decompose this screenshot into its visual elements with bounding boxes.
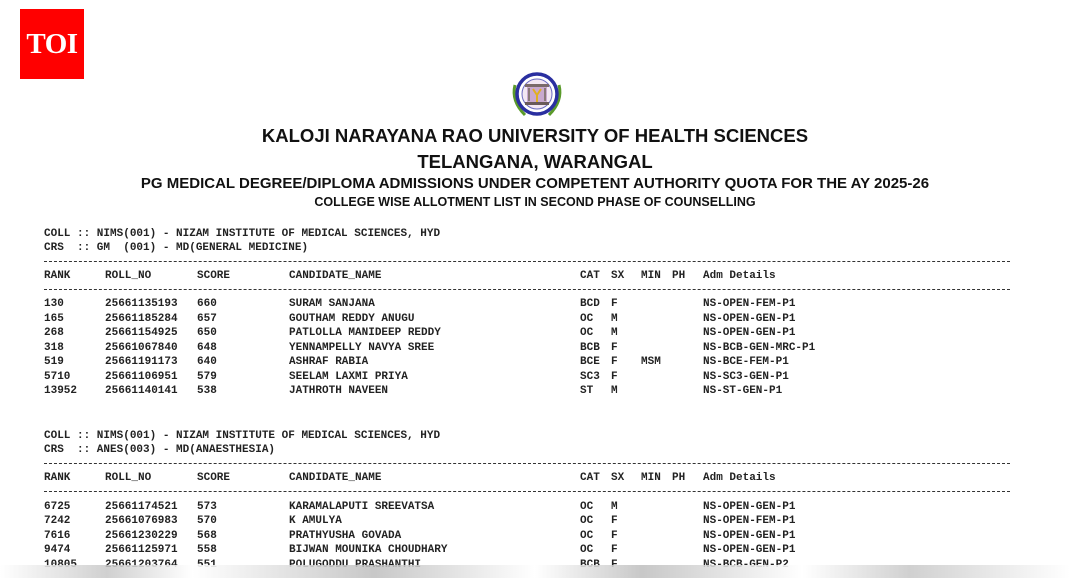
divider [44,289,1010,290]
adm-details: NS-OPEN-GEN-P1 [703,312,796,325]
sex: F [611,529,618,542]
roll-no: 25661140141 [105,385,178,397]
rank: 9474 [44,544,71,556]
adm-details: NS-OPEN-FEM-P1 [703,298,796,310]
roll-no: 25661191173 [105,356,178,368]
toi-logo [20,9,84,79]
category: OC [580,327,594,339]
rank: 7616 [44,529,71,542]
logo-text: TOI [26,27,78,60]
adm-details: NS-OPEN-FEM-P1 [703,515,796,527]
category: BCD [580,298,600,310]
col-score: SCORE [197,472,231,484]
col-candidate-name: CANDIDATE_NAME [289,270,382,282]
category: ST [580,385,594,397]
roll-no: 25661174521 [105,500,178,513]
adm-details: NS-BCB-GEN-MRC-P1 [703,341,816,354]
category: OC [580,500,594,513]
category: OC [580,312,594,325]
col-score: SCORE [197,270,231,282]
score: 570 [197,515,217,527]
rank: 6725 [44,500,71,513]
adm-details: NS-SC3-GEN-P1 [703,370,789,383]
category: OC [580,529,594,542]
sex: F [611,298,618,310]
table-row [0,312,1070,327]
score: 640 [197,356,217,368]
table-row [0,297,1070,312]
adm-details: NS-ST-GEN-P1 [703,385,783,397]
sex: M [611,385,618,397]
table-row [0,514,1070,529]
divider [44,463,1010,464]
col-rank: RANK [44,472,71,484]
adm-details: NS-OPEN-GEN-P1 [703,544,796,556]
candidate-name: JATHROTH NAVEEN [289,385,389,397]
university-emblem-icon [505,71,569,121]
candidate-name: PRATHYUSHA GOVADA [289,529,402,542]
sex: M [611,500,618,513]
col-adm-details: Adm Details [703,270,776,282]
rank: 130 [44,298,64,310]
candidate-name: YENNAMPELLY NAVYA SREE [289,341,435,354]
table-row [0,384,1070,399]
rank: 7242 [44,515,71,527]
sex: M [611,327,618,339]
sex: F [611,341,618,354]
bottom-fade-overlay [0,565,1070,578]
score: 568 [197,529,217,542]
table-row [0,500,1070,515]
table-header [0,269,1070,284]
roll-no: 25661154925 [105,327,178,339]
table-header [0,471,1070,486]
col-cat: CAT [580,270,600,282]
col-min: MIN [641,270,661,282]
col-sx: SX [611,270,625,282]
score: 660 [197,298,217,310]
candidate-name: PATLOLLA MANIDEEP REDDY [289,327,441,339]
candidate-name: BIJWAN MOUNIKA CHOUDHARY [289,544,448,556]
category: BCE [580,356,600,368]
col-sx: SX [611,472,625,484]
divider [44,261,1010,262]
table-row [0,543,1070,558]
course-line: CRS :: GM (001) - MD(GENERAL MEDICINE) [44,242,309,254]
col-candidate-name: CANDIDATE_NAME [289,472,382,484]
sex: F [611,515,618,527]
col-cat: CAT [580,472,600,484]
adm-details: NS-BCE-FEM-P1 [703,356,789,368]
college-line: COLL :: NIMS(001) - NIZAM INSTITUTE OF MEDICAL SCIENCES, HYD [44,430,441,442]
col-roll-no: ROLL_NO [105,472,152,484]
divider [44,491,1010,492]
score: 648 [197,341,217,354]
college-line: COLL :: NIMS(001) - NIZAM INSTITUTE OF MEDICAL SCIENCES, HYD [44,228,441,240]
score: 657 [197,312,217,325]
col-roll-no: ROLL_NO [105,270,152,282]
adm-details: NS-OPEN-GEN-P1 [703,529,796,542]
col-adm-details: Adm Details [703,472,776,484]
category: OC [580,515,594,527]
score: 558 [197,544,217,556]
roll-no: 25661076983 [105,515,178,527]
score: 573 [197,500,217,513]
roll-no: 25661230229 [105,529,178,542]
rank: 13952 [44,385,78,397]
rank: 5710 [44,370,71,383]
sex: F [611,544,618,556]
location-title: TELANGANA, WARANGAL [417,151,653,172]
minority: MSM [641,356,661,368]
col-ph: PH [672,270,686,282]
table-row [0,355,1070,370]
score: 579 [197,370,217,383]
candidate-name: KARAMALAPUTI SREEVATSA [289,500,435,513]
candidate-name: GOUTHAM REDDY ANUGU [289,312,415,325]
sex: F [611,370,618,383]
rank: 519 [44,356,64,368]
col-min: MIN [641,472,661,484]
rank: 268 [44,327,64,339]
roll-no: 25661185284 [105,312,178,325]
admissions-subtitle: PG MEDICAL DEGREE/DIPLOMA ADMISSIONS UNDER COMPETENT AUTHORITY QUOTA FOR THE AY 2025-26 [140,175,930,192]
table-row [0,341,1070,356]
course-line: CRS :: ANES(003) - MD(ANAESTHESIA) [44,444,276,456]
candidate-name: SEELAM LAXMI PRIYA [289,370,408,383]
candidate-name: ASHRAF RABIA [289,356,369,368]
rank: 165 [44,312,64,325]
candidate-name: SURAM SANJANA [289,298,375,310]
allotment-list-title: COLLEGE WISE ALLOTMENT LIST IN SECOND PHASE OF COUNSELLING [314,195,756,209]
category: OC [580,544,594,556]
adm-details: NS-OPEN-GEN-P1 [703,327,796,339]
rank: 318 [44,341,64,354]
table-row [0,529,1070,544]
col-rank: RANK [44,270,71,282]
table-row [0,326,1070,341]
university-title: KALOJI NARAYANA RAO UNIVERSITY OF HEALTH SCIENCES [261,125,809,146]
roll-no: 25661106951 [105,370,178,383]
sex: M [611,312,618,325]
col-ph: PH [672,472,686,484]
roll-no: 25661125971 [105,544,178,556]
score: 650 [197,327,217,339]
sex: F [611,356,618,368]
candidate-name: K AMULYA [289,515,342,527]
category: BCB [580,341,600,354]
category: SC3 [580,370,600,383]
score: 538 [197,385,217,397]
table-row [0,370,1070,385]
adm-details: NS-OPEN-GEN-P1 [703,500,796,513]
roll-no: 25661067840 [105,341,178,354]
roll-no: 25661135193 [105,298,178,310]
